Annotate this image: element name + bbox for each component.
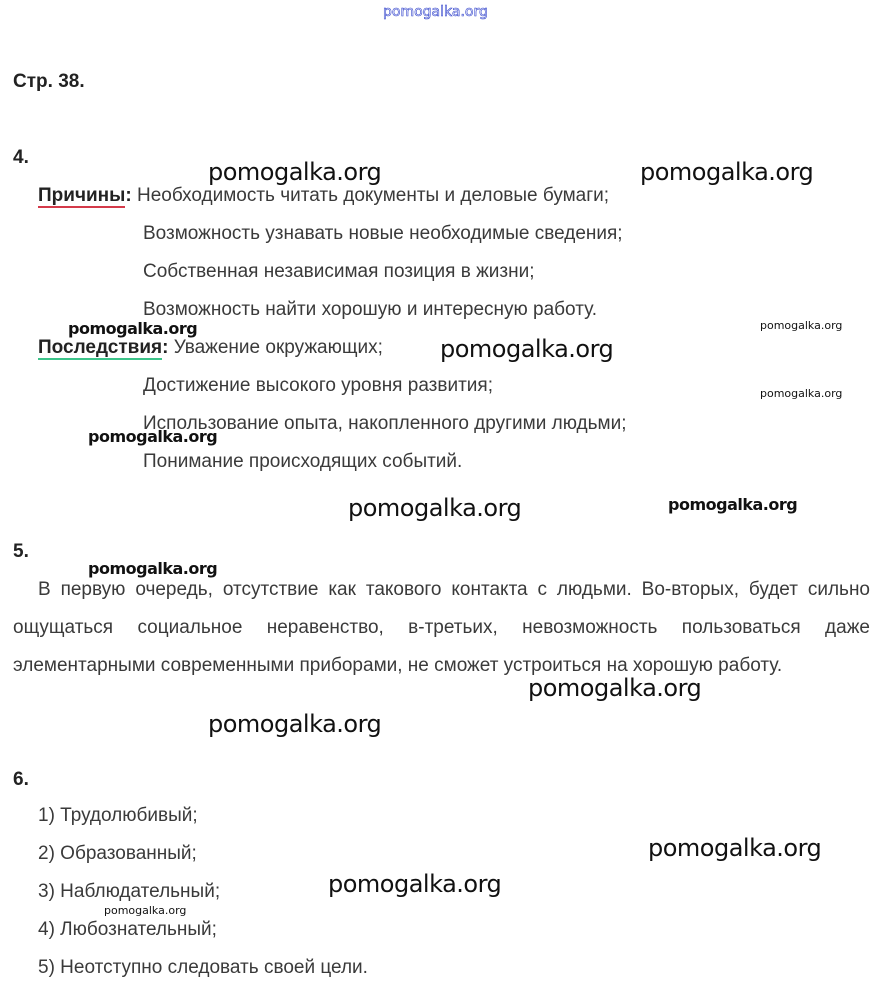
question-5-answer: В первую очередь, отсутствие как такового контакта с людьми. Во-вторых, будет сильно ощущаться социальное неравенство, в-третьих, невозможность пользоваться даже элементарными современными приборами, не сможет устроиться на хорошую работу.	[13, 579, 870, 676]
effect-item: Достижение высокого уровня развития;	[143, 375, 493, 396]
effects-label: Последствия	[38, 337, 163, 358]
watermark: pomogalka.org	[328, 870, 502, 898]
watermark: pomogalka.org	[760, 387, 843, 400]
watermark: pomogalka.org	[440, 335, 614, 363]
watermark: pomogalka.org	[668, 495, 798, 514]
watermark: pomogalka.org	[528, 674, 702, 702]
effect-item: Уважение окружающих;	[173, 337, 383, 358]
question-4-number: 4.	[13, 147, 29, 168]
watermark: pomogalka.org	[88, 427, 218, 446]
list-item: 3) Наблюдательный;	[38, 881, 221, 902]
watermark: pomogalka.org	[104, 904, 187, 917]
causes-line: Причины: Необходимость читать документы и деловые бумаги;	[38, 185, 610, 206]
watermark: pomogalka.org	[68, 319, 198, 338]
cause-item: Необходимость читать документы и деловые бумаги;	[136, 185, 610, 206]
watermark: pomogalka.org	[88, 559, 218, 578]
watermark: pomogalka.org	[208, 158, 382, 186]
list-item: 5) Неотступно следовать своей цели.	[38, 957, 368, 978]
list-item: 4) Любознательный;	[38, 919, 217, 940]
watermark: pomogalka.org	[208, 710, 382, 738]
question-5-number: 5.	[13, 541, 29, 562]
watermark-top: pomogalka.org	[383, 4, 488, 20]
cause-item: Собственная независимая позиция в жизни;	[143, 261, 535, 282]
effect-item: Понимание происходящих событий.	[143, 451, 463, 472]
watermark: pomogalka.org	[648, 834, 822, 862]
effect-item: Использование опыта, накопленного другими людьми;	[143, 413, 627, 434]
question-6-number: 6.	[13, 769, 29, 790]
cause-item: Возможность найти хорошую и интересную работу.	[143, 299, 597, 320]
list-item: 2) Образованный;	[38, 843, 197, 864]
watermark: pomogalka.org	[760, 319, 843, 332]
watermark: pomogalka.org	[640, 158, 814, 186]
causes-label: Причины	[38, 185, 126, 206]
list-item: 1) Трудолюбивый;	[38, 805, 198, 826]
page-title: Стр. 38.	[13, 71, 85, 92]
effects-line: Последствия: Уважение окружающих;	[38, 337, 383, 358]
watermark: pomogalka.org	[348, 494, 522, 522]
cause-item: Возможность узнавать новые необходимые сведения;	[143, 223, 623, 244]
